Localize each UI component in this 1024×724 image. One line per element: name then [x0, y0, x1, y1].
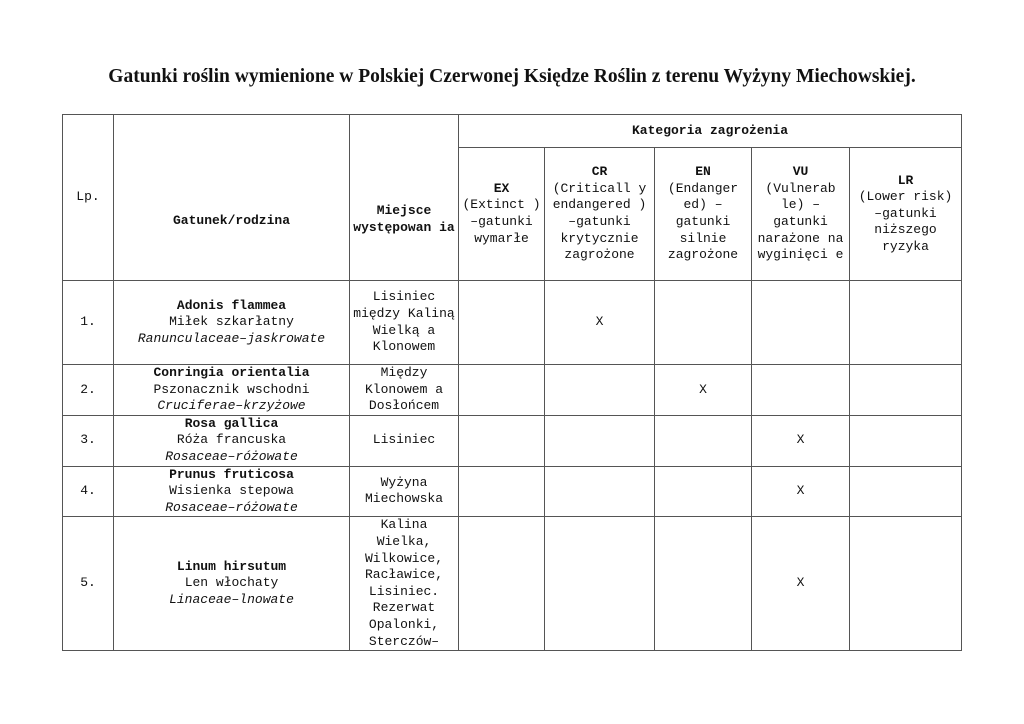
lr-cell [850, 517, 962, 651]
header-lr-desc: (Lower risk) –gatunki niższego ryzyka [858, 189, 953, 254]
species-latin: Prunus fruticosa [169, 466, 294, 482]
ex-cell [459, 466, 545, 517]
ex-cell [459, 281, 545, 365]
header-ex [459, 148, 545, 281]
header-miejsce [350, 115, 459, 281]
header-row-category [63, 115, 962, 148]
species-family: Rosaceae–różowate [165, 448, 298, 464]
row-lp: 3. [63, 415, 114, 466]
species-cell [114, 415, 350, 466]
table-row [63, 281, 962, 365]
lr-cell [850, 466, 962, 517]
header-gatunek: Gatunek/rodzina [114, 115, 350, 281]
species-cell [114, 365, 350, 416]
species-cell [114, 466, 350, 517]
location-cell: Lisiniec między Kaliną Wielką a Klonowem [350, 281, 459, 365]
row-lp: 4. [63, 466, 114, 517]
ex-cell [459, 517, 545, 651]
header-vu-code: VU [792, 164, 809, 180]
species-latin: Conringia orientalia [153, 365, 310, 380]
species-polish: Pszonacznik wschodni [153, 381, 310, 397]
en-cell [655, 466, 752, 517]
document-title: Gatunki roślin wymienione w Polskiej Czerwonej Księdze Roślin z terenu Wyżyny Miechowskiej. [108, 66, 916, 87]
vu-cell [752, 281, 850, 365]
species-polish: Len włochaty [184, 575, 279, 591]
header-en-desc: (Endanger ed) –gatunki silnie zagrożone [667, 180, 739, 263]
species-cell [114, 517, 350, 651]
row-lp: 5. [63, 517, 114, 651]
lr-cell [850, 415, 962, 466]
cr-cell: X [545, 281, 655, 365]
header-miejsce-line: Miejsce występowan ia [353, 202, 455, 235]
location-cell: Kalina Wielka, Wilkowice, Racławice, Lisiniec. Rezerwat Opalonki, Sterczów– [350, 517, 459, 651]
header-cr-desc: (Criticall y endangered ) –gatunki krytycznie zagrożone [552, 180, 647, 263]
location-cell: Między Klonowem a Dosłońcem [350, 365, 459, 416]
species-polish: Miłek szkarłatny [169, 314, 294, 330]
header-cr-code: CR [591, 164, 608, 180]
header-lr-code: LR [897, 172, 914, 188]
row-lp: 1. [63, 281, 114, 365]
table-row [63, 365, 962, 416]
header-vu-desc: (Vulnerab le) –gatunki narażone na wyginięci e [757, 180, 844, 263]
vu-cell: X [752, 415, 850, 466]
en-cell [655, 281, 752, 365]
red-book-species-table [62, 114, 962, 651]
cr-cell [545, 365, 655, 416]
en-cell [655, 517, 752, 651]
header-vu [752, 148, 850, 281]
table-row [63, 517, 962, 651]
location-cell: Lisiniec [350, 415, 459, 466]
ex-cell [459, 365, 545, 416]
lr-cell [850, 365, 962, 416]
header-lr [850, 148, 962, 281]
species-family: Cruciferae–krzyżowe [157, 398, 306, 414]
species-latin: Adonis flammea [176, 297, 287, 313]
species-latin: Rosa gallica [184, 415, 279, 431]
header-ex-code: EX [493, 180, 510, 196]
en-cell: X [655, 365, 752, 416]
location-cell: Wyżyna Miechowska [350, 466, 459, 517]
species-latin: Linum hirsutum [176, 558, 287, 574]
vu-cell [752, 365, 850, 416]
table-row [63, 415, 962, 466]
species-family: Ranunculaceae–jaskrowate [137, 330, 326, 346]
species-family: Linaceae–lnowate [169, 592, 294, 608]
cr-cell [545, 415, 655, 466]
species-polish: Wisienka stepowa [169, 483, 294, 499]
vu-cell: X [752, 517, 850, 651]
vu-cell: X [752, 466, 850, 517]
cr-cell [545, 466, 655, 517]
en-cell [655, 415, 752, 466]
header-kategoria: Kategoria zagrożenia [459, 115, 962, 148]
species-polish: Róża francuska [176, 432, 287, 448]
lr-cell [850, 281, 962, 365]
header-cr [545, 148, 655, 281]
header-ex-desc: (Extinct ) –gatunki wymarłe [462, 197, 541, 246]
row-lp: 2. [63, 365, 114, 416]
header-en-code: EN [695, 164, 711, 180]
header-en [655, 148, 752, 281]
header-lp: Lp. [63, 115, 114, 281]
species-cell [114, 281, 350, 365]
species-family: Rosaceae–różowate [165, 499, 298, 515]
table-row [63, 466, 962, 517]
cr-cell [545, 517, 655, 651]
ex-cell [459, 415, 545, 466]
